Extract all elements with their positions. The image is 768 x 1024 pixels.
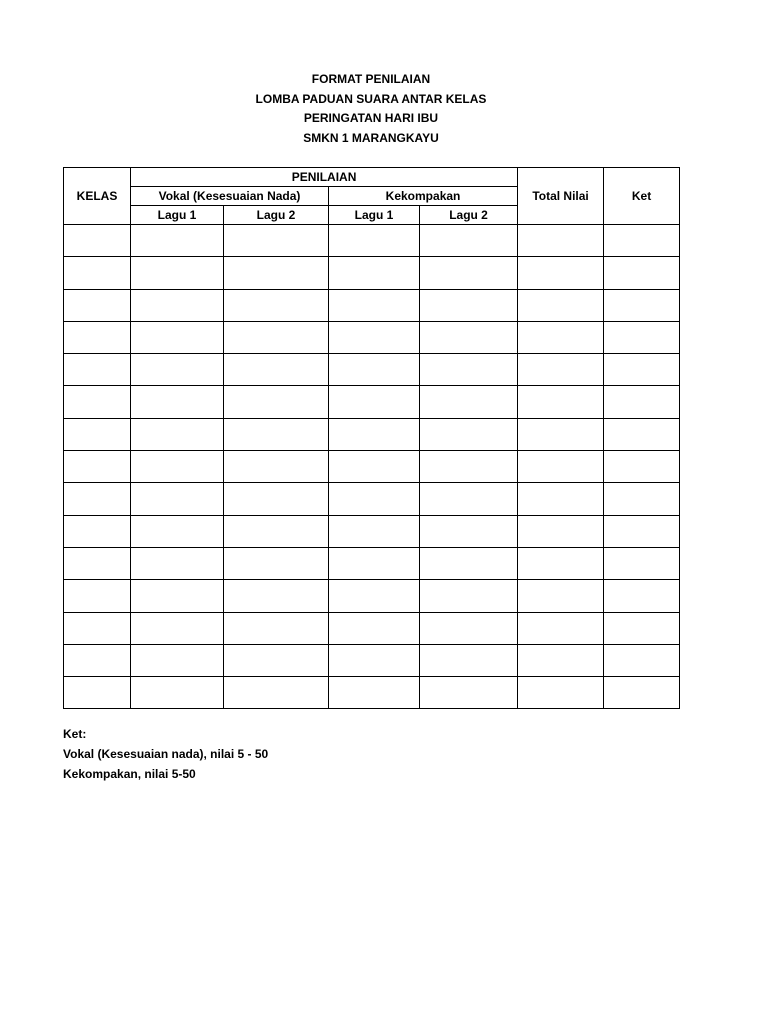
notes-kekompakan-range: Kekompakan, nilai 5-50 bbox=[63, 767, 196, 781]
table-row bbox=[64, 418, 680, 450]
total-nilai-cell bbox=[518, 612, 604, 644]
vokal-lagu-1-cell bbox=[131, 644, 224, 676]
kelas-cell bbox=[64, 612, 131, 644]
kekompakan-lagu-2-cell bbox=[420, 321, 518, 353]
vokal-lagu-2-cell bbox=[224, 483, 329, 515]
kelas-cell bbox=[64, 225, 131, 257]
vokal-lagu-2-cell bbox=[224, 515, 329, 547]
kelas-cell bbox=[64, 483, 131, 515]
kekompakan-lagu-2-cell bbox=[420, 257, 518, 289]
table-row bbox=[64, 612, 680, 644]
scoring-table bbox=[63, 167, 680, 709]
heading-school: SMKN 1 MARANGKAYU bbox=[303, 130, 439, 145]
vokal-lagu-2-cell bbox=[224, 677, 329, 709]
total-nilai-cell bbox=[518, 451, 604, 483]
kekompakan-lagu-2-cell bbox=[420, 515, 518, 547]
ket-cell bbox=[604, 386, 680, 418]
kekompakan-lagu-1-cell bbox=[329, 257, 420, 289]
notes-title: Ket: bbox=[63, 727, 87, 741]
kekompakan-lagu-1-cell bbox=[329, 677, 420, 709]
table-row bbox=[64, 289, 680, 321]
vokal-lagu-1-cell bbox=[131, 321, 224, 353]
total-nilai-cell bbox=[518, 257, 604, 289]
vokal-lagu-1-cell bbox=[131, 483, 224, 515]
kelas-cell bbox=[64, 321, 131, 353]
ket-cell bbox=[604, 547, 680, 579]
vokal-lagu-1-cell bbox=[131, 677, 224, 709]
vokal-lagu-1-cell bbox=[131, 289, 224, 321]
total-nilai-cell bbox=[518, 354, 604, 386]
kekompakan-lagu-2-cell bbox=[420, 418, 518, 450]
total-nilai-cell bbox=[518, 483, 604, 515]
heading-title: FORMAT PENILAIAN bbox=[311, 72, 431, 86]
header-kekompakan: Kekompakan bbox=[329, 187, 518, 206]
kekompakan-lagu-1-cell bbox=[329, 483, 420, 515]
kekompakan-lagu-2-cell bbox=[420, 451, 518, 483]
kekompakan-lagu-2-cell bbox=[420, 225, 518, 257]
vokal-lagu-1-cell bbox=[131, 354, 224, 386]
kelas-cell bbox=[64, 644, 131, 676]
kekompakan-lagu-1-cell bbox=[329, 354, 420, 386]
kelas-cell bbox=[64, 677, 131, 709]
table-row bbox=[64, 386, 680, 418]
kekompakan-lagu-1-cell bbox=[329, 451, 420, 483]
kekompakan-lagu-1-cell bbox=[329, 225, 420, 257]
vokal-lagu-1-cell bbox=[131, 547, 224, 579]
vokal-lagu-2-cell bbox=[224, 225, 329, 257]
header-kekompakan-lagu-2: Lagu 2 bbox=[420, 206, 518, 225]
kelas-cell bbox=[64, 386, 131, 418]
vokal-lagu-2-cell bbox=[224, 354, 329, 386]
kekompakan-lagu-2-cell bbox=[420, 580, 518, 612]
kelas-cell bbox=[64, 451, 131, 483]
vokal-lagu-2-cell bbox=[224, 580, 329, 612]
notes-section bbox=[63, 724, 268, 784]
vokal-lagu-1-cell bbox=[131, 386, 224, 418]
total-nilai-cell bbox=[518, 386, 604, 418]
ket-cell bbox=[604, 483, 680, 515]
table-row bbox=[64, 321, 680, 353]
table-row bbox=[64, 515, 680, 547]
notes-vokal-range: Vokal (Kesesuaian nada), nilai 5 - 50 bbox=[63, 747, 269, 761]
ket-cell bbox=[604, 321, 680, 353]
vokal-lagu-2-cell bbox=[224, 612, 329, 644]
vokal-lagu-2-cell bbox=[224, 451, 329, 483]
header-ket: Ket bbox=[604, 168, 680, 225]
vokal-lagu-2-cell bbox=[224, 257, 329, 289]
kekompakan-lagu-1-cell bbox=[329, 644, 420, 676]
table-row bbox=[64, 257, 680, 289]
vokal-lagu-2-cell bbox=[224, 321, 329, 353]
vokal-lagu-1-cell bbox=[131, 225, 224, 257]
header-kelas: KELAS bbox=[64, 168, 131, 225]
kekompakan-lagu-1-cell bbox=[329, 386, 420, 418]
vokal-lagu-1-cell bbox=[131, 515, 224, 547]
table-row bbox=[64, 451, 680, 483]
document-heading bbox=[0, 70, 742, 148]
vokal-lagu-2-cell bbox=[224, 289, 329, 321]
ket-cell bbox=[604, 354, 680, 386]
vokal-lagu-2-cell bbox=[224, 644, 329, 676]
ket-cell bbox=[604, 257, 680, 289]
ket-cell bbox=[604, 451, 680, 483]
vokal-lagu-2-cell bbox=[224, 418, 329, 450]
table-row bbox=[64, 677, 680, 709]
table-body bbox=[64, 225, 680, 709]
kekompakan-lagu-2-cell bbox=[420, 677, 518, 709]
total-nilai-cell bbox=[518, 225, 604, 257]
kekompakan-lagu-1-cell bbox=[329, 515, 420, 547]
ket-cell bbox=[604, 225, 680, 257]
header-penilaian: PENILAIAN bbox=[131, 168, 518, 187]
kelas-cell bbox=[64, 418, 131, 450]
kekompakan-lagu-2-cell bbox=[420, 547, 518, 579]
kekompakan-lagu-2-cell bbox=[420, 386, 518, 418]
kekompakan-lagu-2-cell bbox=[420, 483, 518, 515]
kekompakan-lagu-1-cell bbox=[329, 289, 420, 321]
kekompakan-lagu-1-cell bbox=[329, 612, 420, 644]
total-nilai-cell bbox=[518, 547, 604, 579]
kelas-cell bbox=[64, 547, 131, 579]
table-row bbox=[64, 644, 680, 676]
kekompakan-lagu-1-cell bbox=[329, 547, 420, 579]
kelas-cell bbox=[64, 354, 131, 386]
kekompakan-lagu-1-cell bbox=[329, 580, 420, 612]
vokal-lagu-1-cell bbox=[131, 418, 224, 450]
total-nilai-cell bbox=[518, 289, 604, 321]
header-total-nilai: Total Nilai bbox=[518, 168, 604, 225]
ket-cell bbox=[604, 580, 680, 612]
header-vokal-lagu-1: Lagu 1 bbox=[131, 206, 224, 225]
kekompakan-lagu-2-cell bbox=[420, 612, 518, 644]
heading-occasion: PERINGATAN HARI IBU bbox=[303, 111, 439, 125]
vokal-lagu-1-cell bbox=[131, 612, 224, 644]
table-row bbox=[64, 483, 680, 515]
vokal-lagu-1-cell bbox=[131, 257, 224, 289]
kekompakan-lagu-2-cell bbox=[420, 644, 518, 676]
ket-cell bbox=[604, 612, 680, 644]
kelas-cell bbox=[64, 580, 131, 612]
ket-cell bbox=[604, 418, 680, 450]
table-row bbox=[64, 354, 680, 386]
total-nilai-cell bbox=[518, 677, 604, 709]
vokal-lagu-2-cell bbox=[224, 386, 329, 418]
vokal-lagu-2-cell bbox=[224, 547, 329, 579]
ket-cell bbox=[604, 515, 680, 547]
total-nilai-cell bbox=[518, 580, 604, 612]
total-nilai-cell bbox=[518, 515, 604, 547]
header-kekompakan-lagu-1: Lagu 1 bbox=[329, 206, 420, 225]
kekompakan-lagu-1-cell bbox=[329, 321, 420, 353]
header-vokal-lagu-2: Lagu 2 bbox=[224, 206, 329, 225]
total-nilai-cell bbox=[518, 321, 604, 353]
kelas-cell bbox=[64, 289, 131, 321]
kelas-cell bbox=[64, 515, 131, 547]
kelas-cell bbox=[64, 257, 131, 289]
ket-cell bbox=[604, 644, 680, 676]
total-nilai-cell bbox=[518, 644, 604, 676]
ket-cell bbox=[604, 677, 680, 709]
table-row bbox=[64, 225, 680, 257]
kekompakan-lagu-1-cell bbox=[329, 418, 420, 450]
kekompakan-lagu-2-cell bbox=[420, 289, 518, 321]
vokal-lagu-1-cell bbox=[131, 580, 224, 612]
ket-cell bbox=[604, 289, 680, 321]
total-nilai-cell bbox=[518, 418, 604, 450]
heading-competition: LOMBA PADUAN SUARA ANTAR KELAS bbox=[255, 91, 487, 106]
table-row bbox=[64, 580, 680, 612]
header-vokal: Vokal (Kesesuaian Nada) bbox=[131, 187, 329, 206]
vokal-lagu-1-cell bbox=[131, 451, 224, 483]
table-row bbox=[64, 547, 680, 579]
kekompakan-lagu-2-cell bbox=[420, 354, 518, 386]
